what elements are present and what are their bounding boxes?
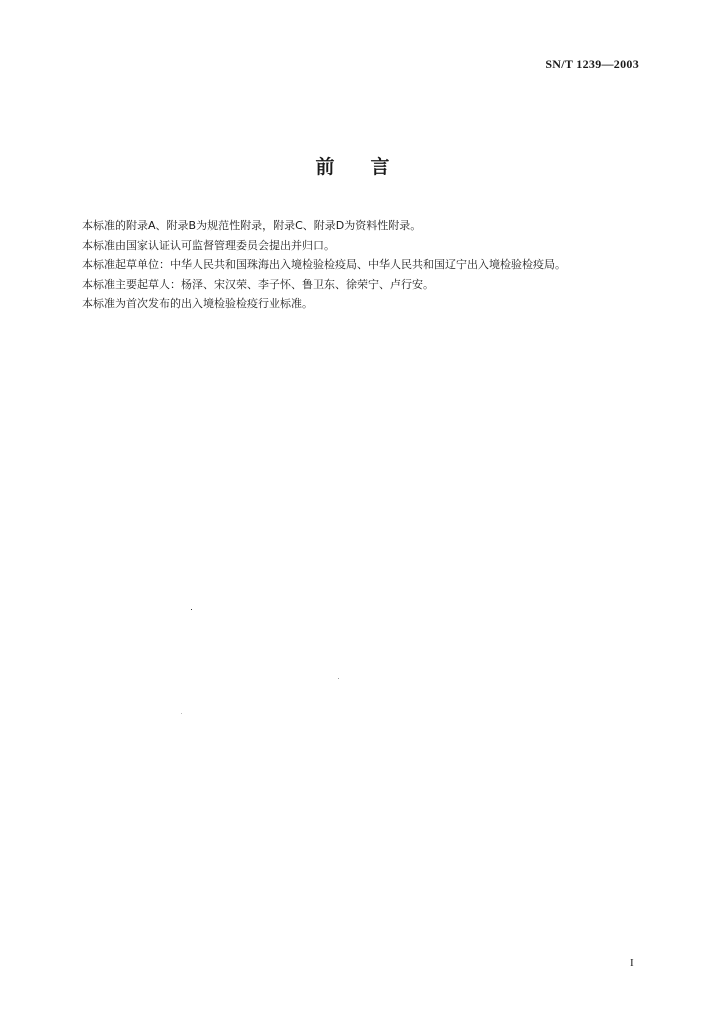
paragraph-first-release: 本标准为首次发布的出入境检验检疫行业标准。 [82, 297, 313, 310]
standard-number: SN/T 1239—2003 [545, 57, 639, 71]
scan-speck [191, 609, 192, 610]
scan-speck [181, 713, 182, 714]
page-number: I [630, 957, 634, 969]
page-title: 前言 [315, 156, 426, 178]
paragraph-proposer: 本标准由国家认证认可监督管理委员会提出并归口。 [82, 238, 335, 252]
paragraph-annexes: 本标准的附录A、附录B为规范性附录，附录C、附录D为资料性附录。 [82, 219, 422, 232]
scan-speck [338, 678, 339, 679]
paragraph-drafting-units: 本标准起草单位：中华人民共和国珠海出入境检验检疫局、中华人民共和国辽宁出入境检验检疫局。 [82, 258, 566, 271]
paragraph-drafters: 本标准主要起草人：杨泽、宋汉荣、李子怀、鲁卫东、徐荣宁、卢行安。 [82, 277, 434, 291]
foreword-body [60, 216, 645, 314]
